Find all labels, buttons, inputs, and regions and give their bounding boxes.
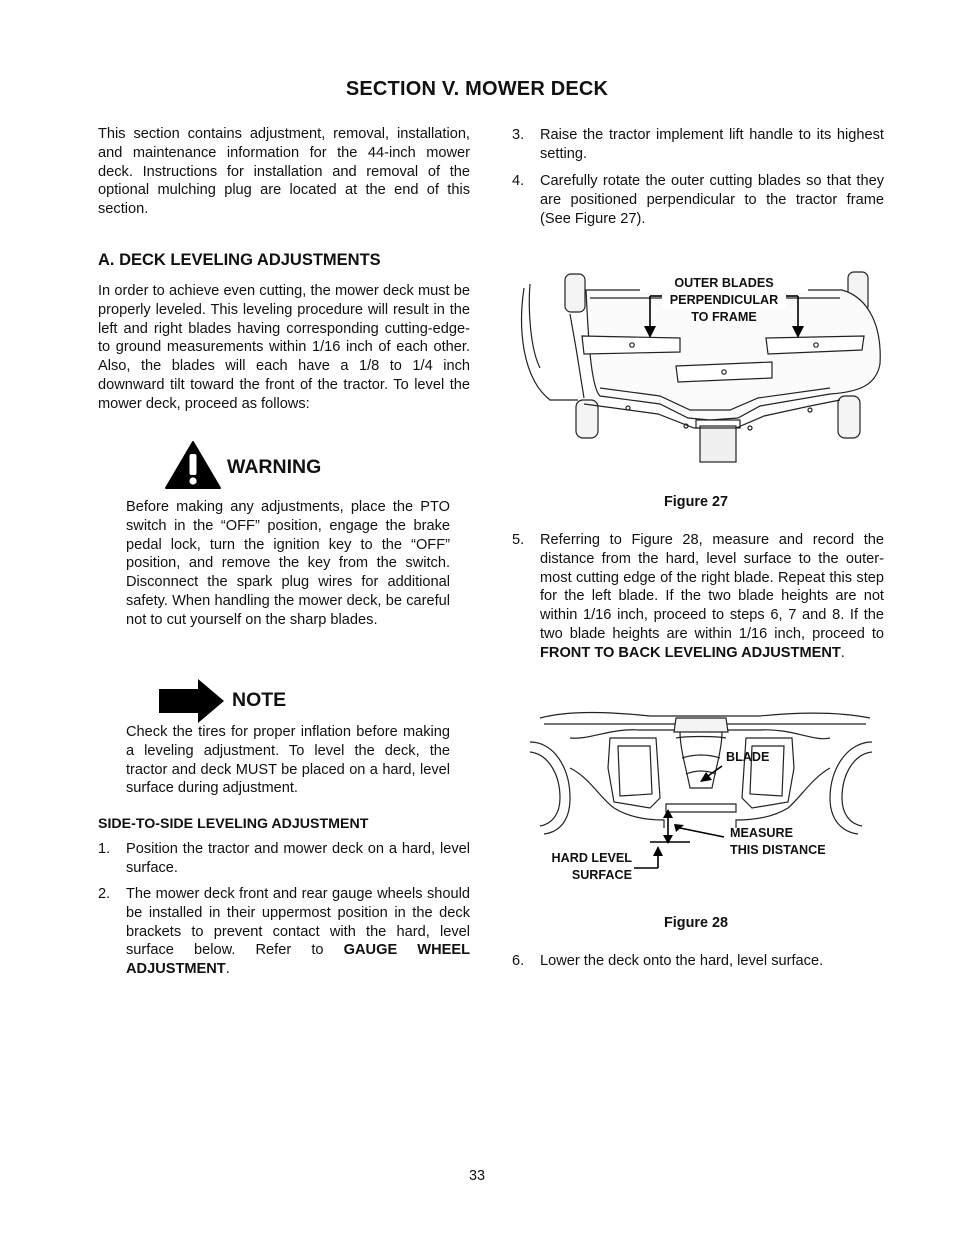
deck-leveling-paragraph: In order to achieve even cutting, the mower deck must be properly leveled. This leveling procedure will result in the left and right blades having corresponding cutting-edge-to ground measurements within 1/16 inch of each other. Also, the blades will each have a 1/8 to 1/4 inch downward tilt toward the front of the tractor. To level the mower deck, proceed as follows: [98, 283, 470, 412]
page-number: 33 [468, 1168, 485, 1184]
step-tail: . [840, 644, 845, 661]
step-5 [512, 531, 884, 663]
note-paragraph: Check the tires for proper inflation before making a leveling adjustment. To level the deck, the tractor and deck MUST be placed on a hard, level surface during adjustment. [126, 724, 450, 797]
fig28-measure-line1: MEASURE [730, 826, 793, 840]
step-text: Referring to Figure 28, measure and record the distance from the hard, level surface to the outer-most cutting edge of the right blade. Repeat this step for the left blade. If the two blade heights are not within 1/16 inch, proceed to steps 6, 7 and 8. If the two blade heights are within 1/16 inch, proceed to [540, 532, 884, 642]
step-number: 5. [512, 532, 525, 548]
warning-label: WARNING [227, 456, 322, 478]
figure-27-caption: Figure 27 [664, 494, 728, 510]
step-number: 2. [98, 886, 111, 902]
note-label: NOTE [232, 689, 287, 711]
note-arrow-icon [158, 679, 226, 723]
step-text: The mower deck front and rear gauge wheels should be installed in their uppermost position in the deck brackets to prevent contact with the hard, level surface below. Refer to [126, 886, 470, 959]
fig27-label-line3: TO FRAME [691, 310, 757, 324]
step-bold-ref: GAUGE WHEEL ADJUSTMENT [126, 942, 471, 978]
step-1 [98, 840, 470, 878]
step-text: Raise the tractor implement lift handle to its highest setting. [540, 127, 884, 162]
fig28-blade-label: BLADE [726, 750, 770, 764]
fig28-surface-line1: HARD LEVEL [551, 851, 632, 865]
fig28-measure-line2: THIS DISTANCE [730, 843, 826, 857]
fig27-label-line2: PERPENDICULAR [662, 292, 786, 309]
warning-triangle-icon [164, 440, 222, 490]
intro-paragraph: This section contains adjustment, removal, installation, and maintenance information for the 44-inch mower deck. Instructions for installation and removal of the optional mulching plug are located at the end of this section. [98, 126, 470, 218]
step-text: Position the tractor and mower deck on a hard, level surface. [126, 841, 470, 876]
fig28-surface-line2: SURFACE [571, 868, 632, 882]
step-number: 3. [512, 127, 525, 143]
step-number: 6. [512, 953, 525, 969]
step-text: Lower the deck onto the hard, level surface. [540, 953, 824, 969]
fig27-label-line1: OUTER BLADES [640, 275, 808, 292]
figure-28-caption: Figure 28 [664, 915, 728, 931]
warning-paragraph: Before making any adjustments, place the PTO switch in the “OFF” position, engage the brake pedal lock, turn the ignition key to the “OFF” position, and remove the key from the switch. Disconnect the spark plug wires for additional safety. When handling the mower deck, be careful not to cut yourself on the sharp blades. [126, 499, 450, 628]
step-bold-ref: FRONT TO BACK LEVELING ADJUSTMENT [540, 644, 841, 661]
step-tail: . [225, 961, 230, 978]
step-2 [98, 885, 470, 979]
side-to-side-heading: SIDE-TO-SIDE LEVELING ADJUSTMENT [98, 816, 369, 832]
deck-leveling-heading: A. DECK LEVELING ADJUSTMENTS [98, 251, 381, 269]
step-3 [512, 126, 884, 164]
step-text: Carefully rotate the outer cutting blades so that they are positioned perpendicular to the tractor frame (See Figure 27). [540, 173, 884, 227]
step-number: 4. [512, 173, 525, 189]
step-6 [512, 952, 884, 971]
section-title: SECTION V. MOWER DECK [345, 78, 609, 100]
step-4 [512, 172, 884, 228]
step-number: 1. [98, 841, 111, 857]
